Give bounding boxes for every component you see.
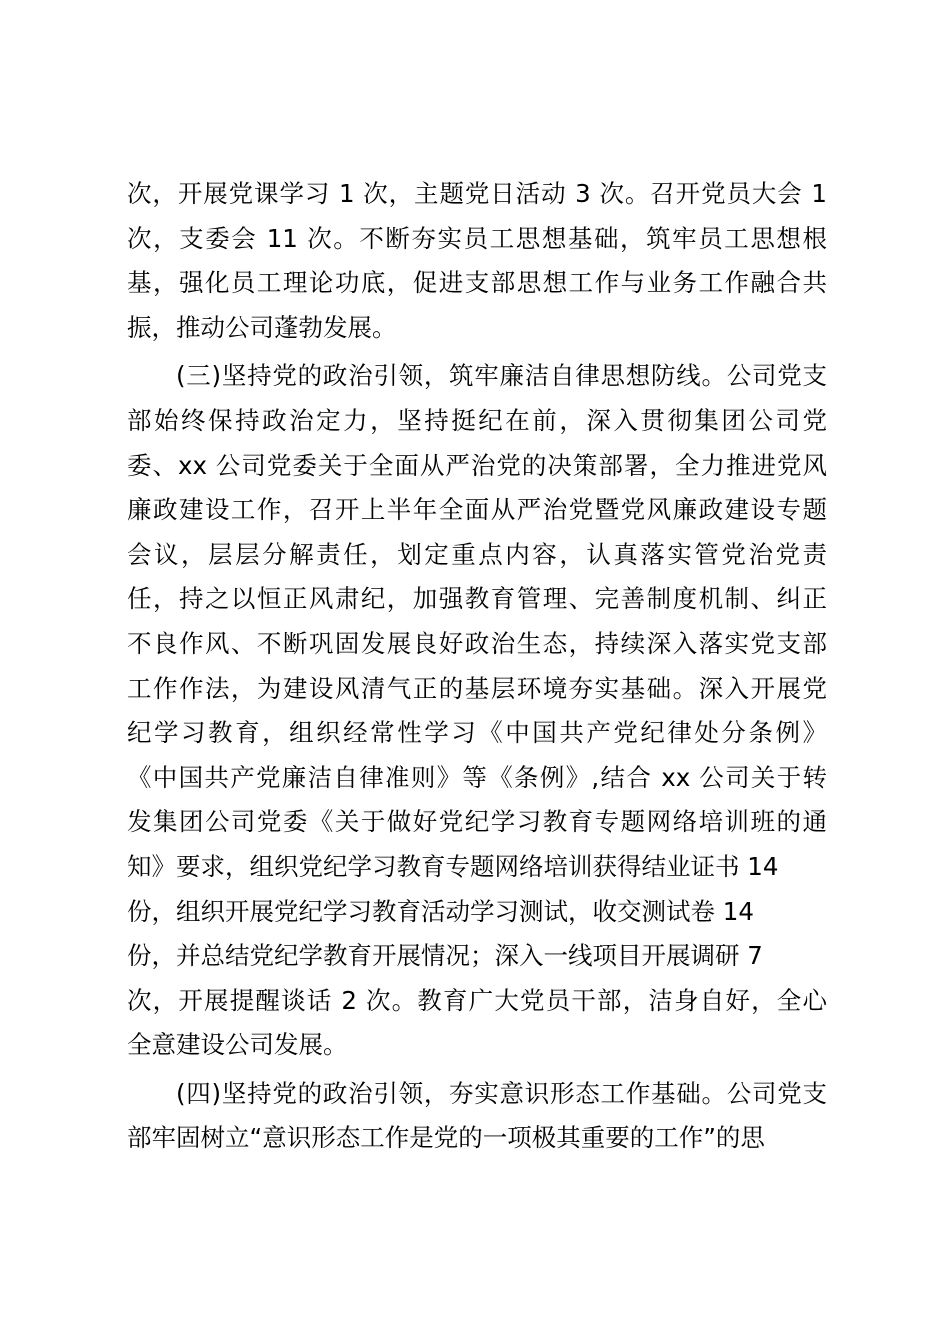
text-line: 次，开展党课学习 1 次，主题党日活动 3 次。召开党员大会 1 <box>127 179 827 208</box>
section-heading-line: (四)坚持党的政治引领，夯实意识形态工作基础。公司党支 <box>176 1078 827 1108</box>
text-line: 委、xx 公司党委关于全面从严治党的决策部署，全力推进党风 <box>127 450 827 480</box>
text-line: 工作作法，为建设风清气正的基层环境夯实基础。深入开展党 <box>127 673 827 703</box>
paragraph-work-summary <box>127 172 827 350</box>
text-line: 发集团公司党委《关于做好党纪学习教育专题网络培训班的通 <box>127 807 827 837</box>
paragraph-section-four <box>127 1072 827 1161</box>
text-line: 基，强化员工理论功底，促进支部思想工作与业务工作融合共 <box>127 268 827 298</box>
text-line: 部始终保持政治定力，坚持挺纪在前，深入贯彻集团公司党 <box>127 405 827 435</box>
text-line: 份，组织开展党纪学习教育活动学习测试，收交测试卷 14 <box>127 896 754 926</box>
document-body <box>127 172 827 1161</box>
paragraph-section-three <box>127 354 827 1068</box>
section-heading-line: (三)坚持党的政治引领，筑牢廉洁自律思想防线。公司党支 <box>176 361 827 391</box>
text-line: 部牢固树立“意识形态工作是党的一项极其重要的工作”的思 <box>127 1123 765 1153</box>
text-line: 《中国共产党廉洁自律准则》等《条例》,结合 xx 公司关于转 <box>127 762 827 792</box>
text-line: 次，开展提醒谈话 2 次。教育广大党员干部，洁身自好，全心 <box>127 985 827 1015</box>
text-line: 任，持之以恒正风肃纪，加强教育管理、完善制度机制、纠正 <box>127 584 827 614</box>
text-line: 廉政建设工作，召开上半年全面从严治党暨党风廉政建设专题 <box>127 495 827 525</box>
text-line: 振，推动公司蓬勃发展。 <box>127 312 397 342</box>
text-line: 会议，层层分解责任，划定重点内容，认真落实管党治党责 <box>127 539 827 569</box>
text-line: 纪学习教育，组织经常性学习《中国共产党纪律处分条例》 <box>127 718 827 748</box>
text-line: 次，支委会 11 次。不断夯实员工思想基础，筑牢员工思想根 <box>127 223 827 253</box>
text-line: 全意建设公司发展。 <box>127 1030 348 1060</box>
text-line: 不良作风、不断巩固发展良好政治生态，持续深入落实党支部 <box>127 628 827 658</box>
text-line: 知》要求，组织党纪学习教育专题网络培训获得结业证书 14 <box>127 851 779 881</box>
text-line: 份，并总结党纪学教育开展情况；深入一线项目开展调研 7 <box>127 941 763 971</box>
